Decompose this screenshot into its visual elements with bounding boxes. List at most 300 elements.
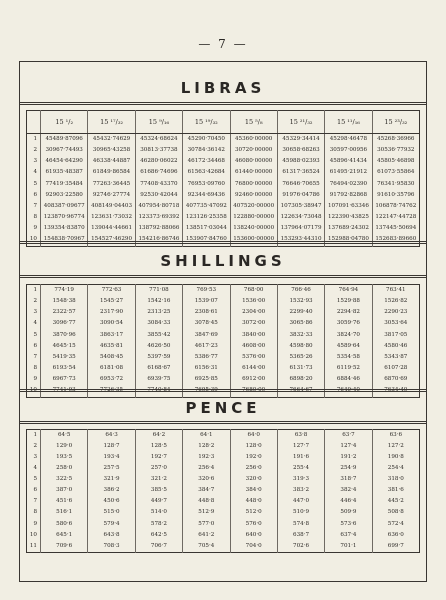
table-cell: 91610·35796 <box>372 190 419 201</box>
table-cell: 122634·73048 <box>277 212 324 223</box>
table-cell: 385·5 <box>135 485 182 496</box>
table-cell: 768·00 <box>230 285 277 297</box>
table-cell: 382·4 <box>325 485 372 496</box>
table-cell: 7634·40 <box>372 386 419 398</box>
table-cell: 64·3 <box>88 430 135 442</box>
table-cell: 446·4 <box>325 497 372 508</box>
table-cell: 46280·06022 <box>135 156 182 167</box>
table-cell: 638·7 <box>277 530 324 541</box>
table-row <box>27 307 420 318</box>
table-cell: 645·1 <box>41 530 88 541</box>
table-cell: 64·5 <box>41 430 88 442</box>
table-cell: 448·0 <box>230 497 277 508</box>
row-index: 10 <box>29 236 37 243</box>
table-row <box>27 474 420 485</box>
table-cell: 45432·74629 <box>88 134 135 146</box>
row-index: 4 <box>33 465 37 472</box>
table-cell: 61495·21912 <box>325 168 372 179</box>
table-cell: 766·46 <box>277 285 324 297</box>
table-cell: 1526·82 <box>372 296 419 307</box>
table-cell: 258·0 <box>41 463 88 474</box>
row-index: 5 <box>33 331 37 338</box>
table-cell: 63·8 <box>277 430 324 442</box>
table-cell: 92746·27774 <box>88 190 135 201</box>
row-index: 7 <box>33 498 37 505</box>
table-row <box>27 441 420 452</box>
table-cell: 4635·81 <box>88 341 135 352</box>
table-cell: 450·6 <box>88 497 135 508</box>
table-cell: 6181·08 <box>88 363 135 374</box>
page-number: — 7 — <box>198 37 248 51</box>
table-cell: 643·8 <box>88 530 135 541</box>
section-divider <box>20 102 426 105</box>
table-cell: 320·6 <box>183 474 230 485</box>
table-cell: 3090·54 <box>88 319 135 330</box>
table-cell: 138517·03044 <box>183 224 230 235</box>
table-cell: 6912·00 <box>230 375 277 386</box>
table-cell: 139044·44661 <box>88 224 135 235</box>
table-cell: 577·0 <box>183 519 230 530</box>
row-index: 6 <box>33 487 37 494</box>
table-cell: 45360·00000 <box>230 134 277 146</box>
table-cell: 64·2 <box>135 430 182 442</box>
table-cell: 5365·26 <box>277 352 324 363</box>
table-row <box>27 430 420 442</box>
table-cell: 384·7 <box>183 485 230 496</box>
table-row <box>27 463 420 474</box>
table-cell: 123631·73032 <box>88 212 135 223</box>
table-cell: 77263·36445 <box>88 179 135 190</box>
table-cell: 4626·50 <box>135 341 182 352</box>
table-cell: 7726·35 <box>88 386 135 398</box>
table-cell: 5354·58 <box>325 352 372 363</box>
table-cell: 76494·02390 <box>325 179 372 190</box>
table-cell: 153293·44310 <box>277 235 324 247</box>
table-cell: 137445·50694 <box>372 224 419 235</box>
table-cell: 1529·88 <box>325 296 372 307</box>
table-cell: 3847·69 <box>183 330 230 341</box>
table-row <box>27 168 420 179</box>
table-cell: 4608·00 <box>230 341 277 352</box>
table-cell: 76341·95830 <box>372 179 419 190</box>
table-cell: 254·9 <box>325 463 372 474</box>
table-cell: 30784·36142 <box>183 145 230 156</box>
row-index: 5 <box>33 476 37 483</box>
table-cell: 636·0 <box>372 530 419 541</box>
table-cell: 45329·34414 <box>277 134 324 146</box>
column-header: 15 ⁵/₈ <box>230 111 277 134</box>
table-cell: 2322·57 <box>41 307 88 318</box>
table-cell: 510·9 <box>277 508 324 519</box>
table-cell: 449·7 <box>135 497 182 508</box>
row-index: 6 <box>33 191 37 198</box>
column-header: 15 ¹/₂ <box>41 111 88 134</box>
table-cell: 127·2 <box>372 441 419 452</box>
shillings-title: SHILLINGS <box>160 252 286 270</box>
table-cell: 138792·88066 <box>135 224 182 235</box>
table-cell: 191·2 <box>325 452 372 463</box>
column-header: 15 ²¹/₃₂ <box>277 111 324 134</box>
table-cell: 30813·37738 <box>135 145 182 156</box>
table-cell: 6967·73 <box>41 375 88 386</box>
libras-title: LIBRAS <box>180 79 266 97</box>
table-cell: 512·9 <box>183 508 230 519</box>
table-cell: 61440·00000 <box>230 168 277 179</box>
table-cell: 451·6 <box>41 497 88 508</box>
table-cell: 318·7 <box>325 474 372 485</box>
table-cell: 6925·85 <box>183 375 230 386</box>
table-cell: 4617·23 <box>183 341 230 352</box>
row-index-header <box>27 111 41 134</box>
table-cell: 61563·42684 <box>183 168 230 179</box>
table-cell: 76646·70655 <box>277 179 324 190</box>
table-cell: 77419·35484 <box>41 179 88 190</box>
row-index: 10 <box>29 387 37 394</box>
table-cell: 76800·00000 <box>230 179 277 190</box>
table-row <box>27 212 420 223</box>
table-cell: 5343·87 <box>372 352 419 363</box>
tables-frame <box>19 61 427 582</box>
table-cell: 191·6 <box>277 452 324 463</box>
table-row <box>27 134 420 146</box>
table-cell: 4598·80 <box>277 341 324 352</box>
table-cell: 30967·74493 <box>41 145 88 156</box>
table-cell: 2308·61 <box>183 307 230 318</box>
table-cell: 154838·70967 <box>41 235 88 247</box>
row-index: 9 <box>33 520 37 527</box>
table-cell: 61073·55864 <box>372 168 419 179</box>
table-row <box>27 224 420 235</box>
table-cell: 704·0 <box>230 541 277 553</box>
table-cell: 6870·69 <box>372 375 419 386</box>
table-cell: 107305·38947 <box>277 201 324 212</box>
table-cell: 30965·43258 <box>88 145 135 156</box>
table-cell: 91792·82868 <box>325 190 372 201</box>
table-cell: 6107·28 <box>372 363 419 374</box>
table-cell: 1539·07 <box>183 296 230 307</box>
table-cell: 138240·00000 <box>230 224 277 235</box>
column-header: 15 ⁹/₁₆ <box>135 111 182 134</box>
table-cell: 3059·76 <box>325 319 372 330</box>
table-cell: 3053·64 <box>372 319 419 330</box>
table-cell: 4580·46 <box>372 341 419 352</box>
table-cell: 153600·00000 <box>230 235 277 247</box>
table-cell: 2313·25 <box>135 307 182 318</box>
table-row <box>27 363 420 374</box>
row-index: 3 <box>33 158 37 165</box>
table-cell: 3084·33 <box>135 319 182 330</box>
table-cell: 254·4 <box>372 463 419 474</box>
table-cell: 4645·15 <box>41 341 88 352</box>
table-row <box>27 145 420 156</box>
table-cell: 45805·46898 <box>372 156 419 167</box>
table-cell: 579·4 <box>88 519 135 530</box>
table-cell: 153907·84760 <box>183 235 230 247</box>
table-cell: 45298·46478 <box>325 134 372 146</box>
table-row <box>27 179 420 190</box>
table-cell: 764·94 <box>325 285 372 297</box>
table-cell: 386·2 <box>88 485 135 496</box>
table-cell: 6168·67 <box>135 363 182 374</box>
table-cell: 123126·25358 <box>183 212 230 223</box>
table-cell: 769·53 <box>183 285 230 297</box>
table-cell: 699·7 <box>372 541 419 553</box>
table-cell: 3817·05 <box>372 330 419 341</box>
table-row <box>27 375 420 386</box>
row-index: 10 <box>29 531 37 538</box>
table-cell: 137964·07179 <box>277 224 324 235</box>
table-cell: 5419·35 <box>41 352 88 363</box>
table-cell: 129·0 <box>41 441 88 452</box>
table-row <box>27 508 420 519</box>
table-row <box>27 201 420 212</box>
table-cell: 509·9 <box>325 508 372 519</box>
table-cell: 7664·67 <box>277 386 324 398</box>
table-cell: 3863·17 <box>88 330 135 341</box>
table-cell: 122147·44728 <box>372 212 419 223</box>
table-cell: 574·8 <box>277 519 324 530</box>
table-cell: 128·2 <box>183 441 230 452</box>
table-cell: 514·0 <box>135 508 182 519</box>
table-cell: 3065·86 <box>277 319 324 330</box>
table-cell: 508·8 <box>372 508 419 519</box>
table-cell: 45290·70450 <box>183 134 230 146</box>
table-cell: 774·19 <box>41 285 88 297</box>
table-cell: 322·5 <box>41 474 88 485</box>
pence-table <box>26 429 420 553</box>
table-cell: 383·2 <box>277 485 324 496</box>
row-index: 9 <box>33 376 37 383</box>
table-cell: 257·0 <box>135 463 182 474</box>
table-cell: 127·7 <box>277 441 324 452</box>
table-cell: 257·5 <box>88 463 135 474</box>
table-cell: 3824·70 <box>325 330 372 341</box>
row-index: 8 <box>33 509 37 516</box>
column-header: 15 ¹¹/₁₆ <box>325 111 372 134</box>
table-cell: 7649·40 <box>325 386 372 398</box>
table-cell: 92460·00000 <box>230 190 277 201</box>
table-cell: 61317·36524 <box>277 168 324 179</box>
table-cell: 192·3 <box>183 452 230 463</box>
row-index: 8 <box>33 365 37 372</box>
table-cell: 515·0 <box>88 508 135 519</box>
section-divider <box>20 241 426 244</box>
table-cell: 1536·00 <box>230 296 277 307</box>
table-cell: 2304·00 <box>230 307 277 318</box>
table-cell: 320·0 <box>230 474 277 485</box>
table-cell: 45988·02393 <box>277 156 324 167</box>
table-cell: 4589·64 <box>325 341 372 352</box>
table-row <box>27 285 420 297</box>
table-row <box>27 330 420 341</box>
table-cell: 193·4 <box>88 452 135 463</box>
table-cell: 5376·00 <box>230 352 277 363</box>
table-cell: 45489·87096 <box>41 134 88 146</box>
table-cell: 6119·52 <box>325 363 372 374</box>
table-cell: 407954·80718 <box>135 201 182 212</box>
table-cell: 5397·59 <box>135 352 182 363</box>
table-cell: 7741·93 <box>41 386 88 398</box>
table-cell: 5408·45 <box>88 352 135 363</box>
table-cell: 381·6 <box>372 485 419 496</box>
table-cell: 1532·93 <box>277 296 324 307</box>
table-cell: 702·6 <box>277 541 324 553</box>
table-cell: 190·8 <box>372 452 419 463</box>
column-header: 15 ¹⁷/₃₂ <box>88 111 135 134</box>
table-cell: 64·0 <box>230 430 277 442</box>
row-index: 5 <box>33 180 37 187</box>
table-cell: 3840·00 <box>230 330 277 341</box>
table-cell: 3855·42 <box>135 330 182 341</box>
table-cell: 123870·96774 <box>41 212 88 223</box>
row-index: 9 <box>33 225 37 232</box>
row-index: 1 <box>33 135 37 142</box>
row-index: 7 <box>33 353 37 360</box>
table-row <box>27 497 420 508</box>
row-index: 3 <box>33 453 37 460</box>
row-index: 11 <box>29 542 37 549</box>
table-cell: 123373·69392 <box>135 212 182 223</box>
table-cell: 92344·69436 <box>183 190 230 201</box>
table-cell: 2317·90 <box>88 307 135 318</box>
table-cell: 6884·46 <box>325 375 372 386</box>
table-cell: 7740·84 <box>135 386 182 398</box>
table-cell: 3078·45 <box>183 319 230 330</box>
table-cell: 6156·31 <box>183 363 230 374</box>
table-cell: 512·0 <box>230 508 277 519</box>
table-cell: 407520·00000 <box>230 201 277 212</box>
table-cell: 763·41 <box>372 285 419 297</box>
table-cell: 64·1 <box>183 430 230 442</box>
table-cell: 128·5 <box>135 441 182 452</box>
section-divider <box>20 421 426 424</box>
table-cell: 318·0 <box>372 474 419 485</box>
table-cell: 46172·34468 <box>183 156 230 167</box>
table-cell: 516·1 <box>41 508 88 519</box>
table-cell: 445·2 <box>372 497 419 508</box>
table-cell: 192·7 <box>135 452 182 463</box>
table-cell: 255·4 <box>277 463 324 474</box>
table-cell: 91976·04786 <box>277 190 324 201</box>
table-cell: 77408·43370 <box>135 179 182 190</box>
table-cell: 6193·54 <box>41 363 88 374</box>
table-cell: 641·2 <box>183 530 230 541</box>
table-cell: 193·5 <box>41 452 88 463</box>
table-cell: 30658·68263 <box>277 145 324 156</box>
section-divider <box>20 389 426 392</box>
table-cell: 572·4 <box>372 519 419 530</box>
table-cell: 6939·75 <box>135 375 182 386</box>
table-cell: 578·2 <box>135 519 182 530</box>
table-row <box>27 296 420 307</box>
table-cell: 7680·00 <box>230 386 277 398</box>
table-cell: 128·0 <box>230 441 277 452</box>
table-cell: 2299·40 <box>277 307 324 318</box>
table-cell: 107091·63346 <box>325 201 372 212</box>
table-row <box>27 156 420 167</box>
row-index: 4 <box>33 320 37 327</box>
table-cell: 61935·48387 <box>41 168 88 179</box>
table-cell: 122390·43825 <box>325 212 372 223</box>
table-row <box>27 519 420 530</box>
table-cell: 63·7 <box>325 430 372 442</box>
row-index: 7 <box>33 202 37 209</box>
table-cell: 407735·47092 <box>183 201 230 212</box>
table-cell: 701·1 <box>325 541 372 553</box>
table-cell: 771·08 <box>135 285 182 297</box>
table-cell: 3096·77 <box>41 319 88 330</box>
table-cell: 637·4 <box>325 530 372 541</box>
table-cell: 573·6 <box>325 519 372 530</box>
row-index: 1 <box>33 431 37 438</box>
table-cell: 706·7 <box>135 541 182 553</box>
table-cell: 387·0 <box>41 485 88 496</box>
table-cell: 3870·96 <box>41 330 88 341</box>
table-cell: 2290·23 <box>372 307 419 318</box>
table-cell: 63·6 <box>372 430 419 442</box>
table-cell: 45268·36966 <box>372 134 419 146</box>
table-cell: 1548·38 <box>41 296 88 307</box>
table-cell: 30597·00956 <box>325 145 372 156</box>
table-cell: 192·0 <box>230 452 277 463</box>
table-row <box>27 485 420 496</box>
table-cell: 256·0 <box>230 463 277 474</box>
table-cell: 92903·22580 <box>41 190 88 201</box>
table-cell: 640·0 <box>230 530 277 541</box>
table-cell: 6144·00 <box>230 363 277 374</box>
libras-table <box>26 110 420 247</box>
table-cell: 6953·72 <box>88 375 135 386</box>
table-cell: 92530·42044 <box>135 190 182 201</box>
table-cell: 447·0 <box>277 497 324 508</box>
table-cell: 46080·00000 <box>230 156 277 167</box>
table-cell: 5386·77 <box>183 352 230 363</box>
row-index: 8 <box>33 214 37 221</box>
table-cell: 705·4 <box>183 541 230 553</box>
table-cell: 772·63 <box>88 285 135 297</box>
table-cell: 321·2 <box>135 474 182 485</box>
row-index: 2 <box>33 146 37 153</box>
table-cell: 642·5 <box>135 530 182 541</box>
table-cell: 576·0 <box>230 519 277 530</box>
table-cell: 30720·00000 <box>230 145 277 156</box>
row-index: 2 <box>33 297 37 304</box>
row-index: 6 <box>33 342 37 349</box>
table-cell: 3832·33 <box>277 330 324 341</box>
table-cell: 61849·86584 <box>88 168 135 179</box>
table-cell: 46454·64290 <box>41 156 88 167</box>
table-cell: 152683·89660 <box>372 235 419 247</box>
table-row <box>27 530 420 541</box>
table-cell: 384·0 <box>230 485 277 496</box>
row-index: 1 <box>33 286 37 293</box>
table-cell: 154216·86746 <box>135 235 182 247</box>
table-cell: 46338·44887 <box>88 156 135 167</box>
pence-title: PENCE <box>185 399 261 417</box>
table-row <box>27 541 420 553</box>
table-cell: 106878·74762 <box>372 201 419 212</box>
column-header: 15 ²³/₃₂ <box>372 111 419 134</box>
table-cell: 152988·04780 <box>325 235 372 247</box>
column-header: 15 ¹⁹/₃₂ <box>183 111 230 134</box>
table-cell: 319·3 <box>277 474 324 485</box>
table-cell: 154527·46290 <box>88 235 135 247</box>
table-cell: 2294·82 <box>325 307 372 318</box>
table-cell: 61686·74696 <box>135 168 182 179</box>
table-cell: 408387·09677 <box>41 201 88 212</box>
table-cell: 1545·27 <box>88 296 135 307</box>
table-cell: 139354·83870 <box>41 224 88 235</box>
